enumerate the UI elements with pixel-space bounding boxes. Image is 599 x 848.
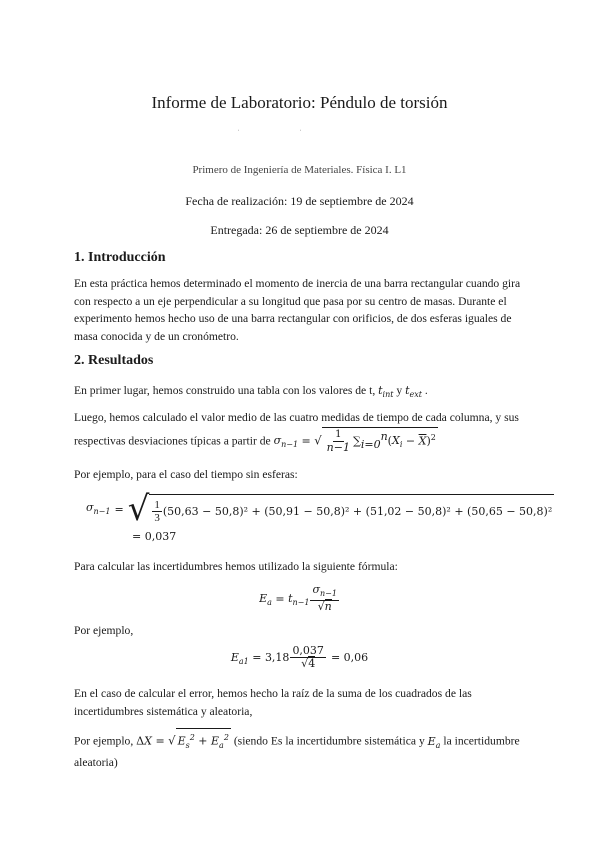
sigma-formula: $\sigma_{n-1}$ bbox=[273, 434, 299, 450]
author-placeholder: ·· bbox=[237, 128, 362, 134]
t-ext-symbol: $t_{ext}$ bbox=[405, 384, 422, 400]
equation-1-body: (50,63 − 50,8)² + (50,91 − 50,8)² + (51,02 − 50,8)² + (50,65 − 50,8)² bbox=[162, 505, 553, 518]
equation-3-num: 0,037 bbox=[292, 644, 324, 657]
intro-paragraph: En esta práctica hemos determinado el momento de inercia de una barra rectangular cuando gira con respecto a un eje perpendicular a su longitud que pasa por su centro de masas. Durante el experimento hemos hecho uso de una barra rectangular con orificios, de dos esferas iguales de masa conocida y de un cronómetro. bbox=[74, 277, 521, 343]
p7-text-c: la incertidumbre aleatoria) bbox=[74, 734, 520, 770]
p7-text-a: Por ejemplo, bbox=[74, 734, 137, 748]
results-paragraph-4: Para calcular las incertidumbres hemos utilizado la siguiente fórmula: bbox=[74, 560, 398, 573]
results-paragraph-5: Por ejemplo, bbox=[74, 624, 134, 637]
results-paragraph-7: Por ejemplo, ΔX = √ $E_s^2 + E_a^2$ (siendo Es la incertidumbre sistemática y $E_a$ la incertidumbre aleatoria) bbox=[74, 728, 529, 772]
results-paragraph-6: En el caso de calcular el error, hemos hecho la raíz de la suma de los cuadrados de las incertidumbres sistemática y aleatoria, bbox=[74, 687, 472, 718]
intro-heading: 1. Introducción bbox=[74, 250, 166, 265]
equation-1: $\sigma_{n-1}$ = √ $\frac{1}{3}$ (50,63 − 50,8)² + (50,91 − 50,8)² + (51,02 − 50,8)² + (50,65 − 50,8)² = 0,037 bbox=[86, 489, 553, 543]
affiliation: Primero de Ingeniería de Materiales. Física I. L1 bbox=[192, 164, 407, 176]
sigma-radicand: $\frac{1}{n-1}$ $\sum_{i=0}^n(X_i - \overline{X})^2$ bbox=[322, 427, 438, 454]
results-paragraph-1 bbox=[74, 382, 529, 404]
equation-3-coef: 3,18 bbox=[264, 651, 290, 665]
report-title: Informe de Laboratorio: Péndulo de torsión bbox=[151, 93, 448, 112]
p7-text-b: (siendo Es la incertidumbre sistemática y bbox=[230, 734, 428, 748]
date-done: Fecha de realización: 19 de septiembre de 2024 bbox=[185, 194, 414, 208]
p1-text-a: En primer lugar, hemos construido una tabla con los valores de t, bbox=[74, 384, 379, 397]
error-radicand: $E_s^2 + E_a^2$ bbox=[176, 728, 231, 754]
equation-3-result: = 0,06 bbox=[330, 651, 369, 665]
equation-1-result: = 0,037 bbox=[132, 530, 177, 543]
results-heading: 2. Resultados bbox=[74, 353, 154, 368]
results-paragraph-2: Luego, hemos calculado el valor medio de las cuatro medidas de tiempo de cada columna, y sus respectivas desviaciones típicas a partir de $\sigma_{n-1}$ = √ $\frac{1}{n-1}$ $\sum_{i=0}^n(X_i - \overline{X})^2$ bbox=[74, 411, 519, 454]
date-due: Entregada: 26 de septiembre de 2024 bbox=[210, 223, 389, 237]
equation-3-den: 4 bbox=[308, 657, 316, 670]
results-paragraph-3: Por ejemplo, para el caso del tiempo sin esferas: bbox=[74, 468, 298, 481]
t-int-symbol: $t_{int}$ bbox=[378, 384, 394, 400]
equation-2: $E_a = t_{n-1}$ $\frac{\sigma_{n-1}}{√n}$ bbox=[259, 583, 337, 614]
sqrt-symbol: √ bbox=[314, 433, 322, 448]
p2-text: Luego, hemos calculado el valor medio de las cuatro medidas de tiempo de cada columna, y sus respectivas desviaciones típicas a partir de bbox=[74, 411, 519, 448]
equation-3: $E_{a1} = 3,18$ $\frac{0,037}{√4}$ = 0,06 bbox=[230, 644, 369, 670]
p1-and: y bbox=[393, 384, 406, 397]
p1-end: . bbox=[421, 384, 428, 397]
